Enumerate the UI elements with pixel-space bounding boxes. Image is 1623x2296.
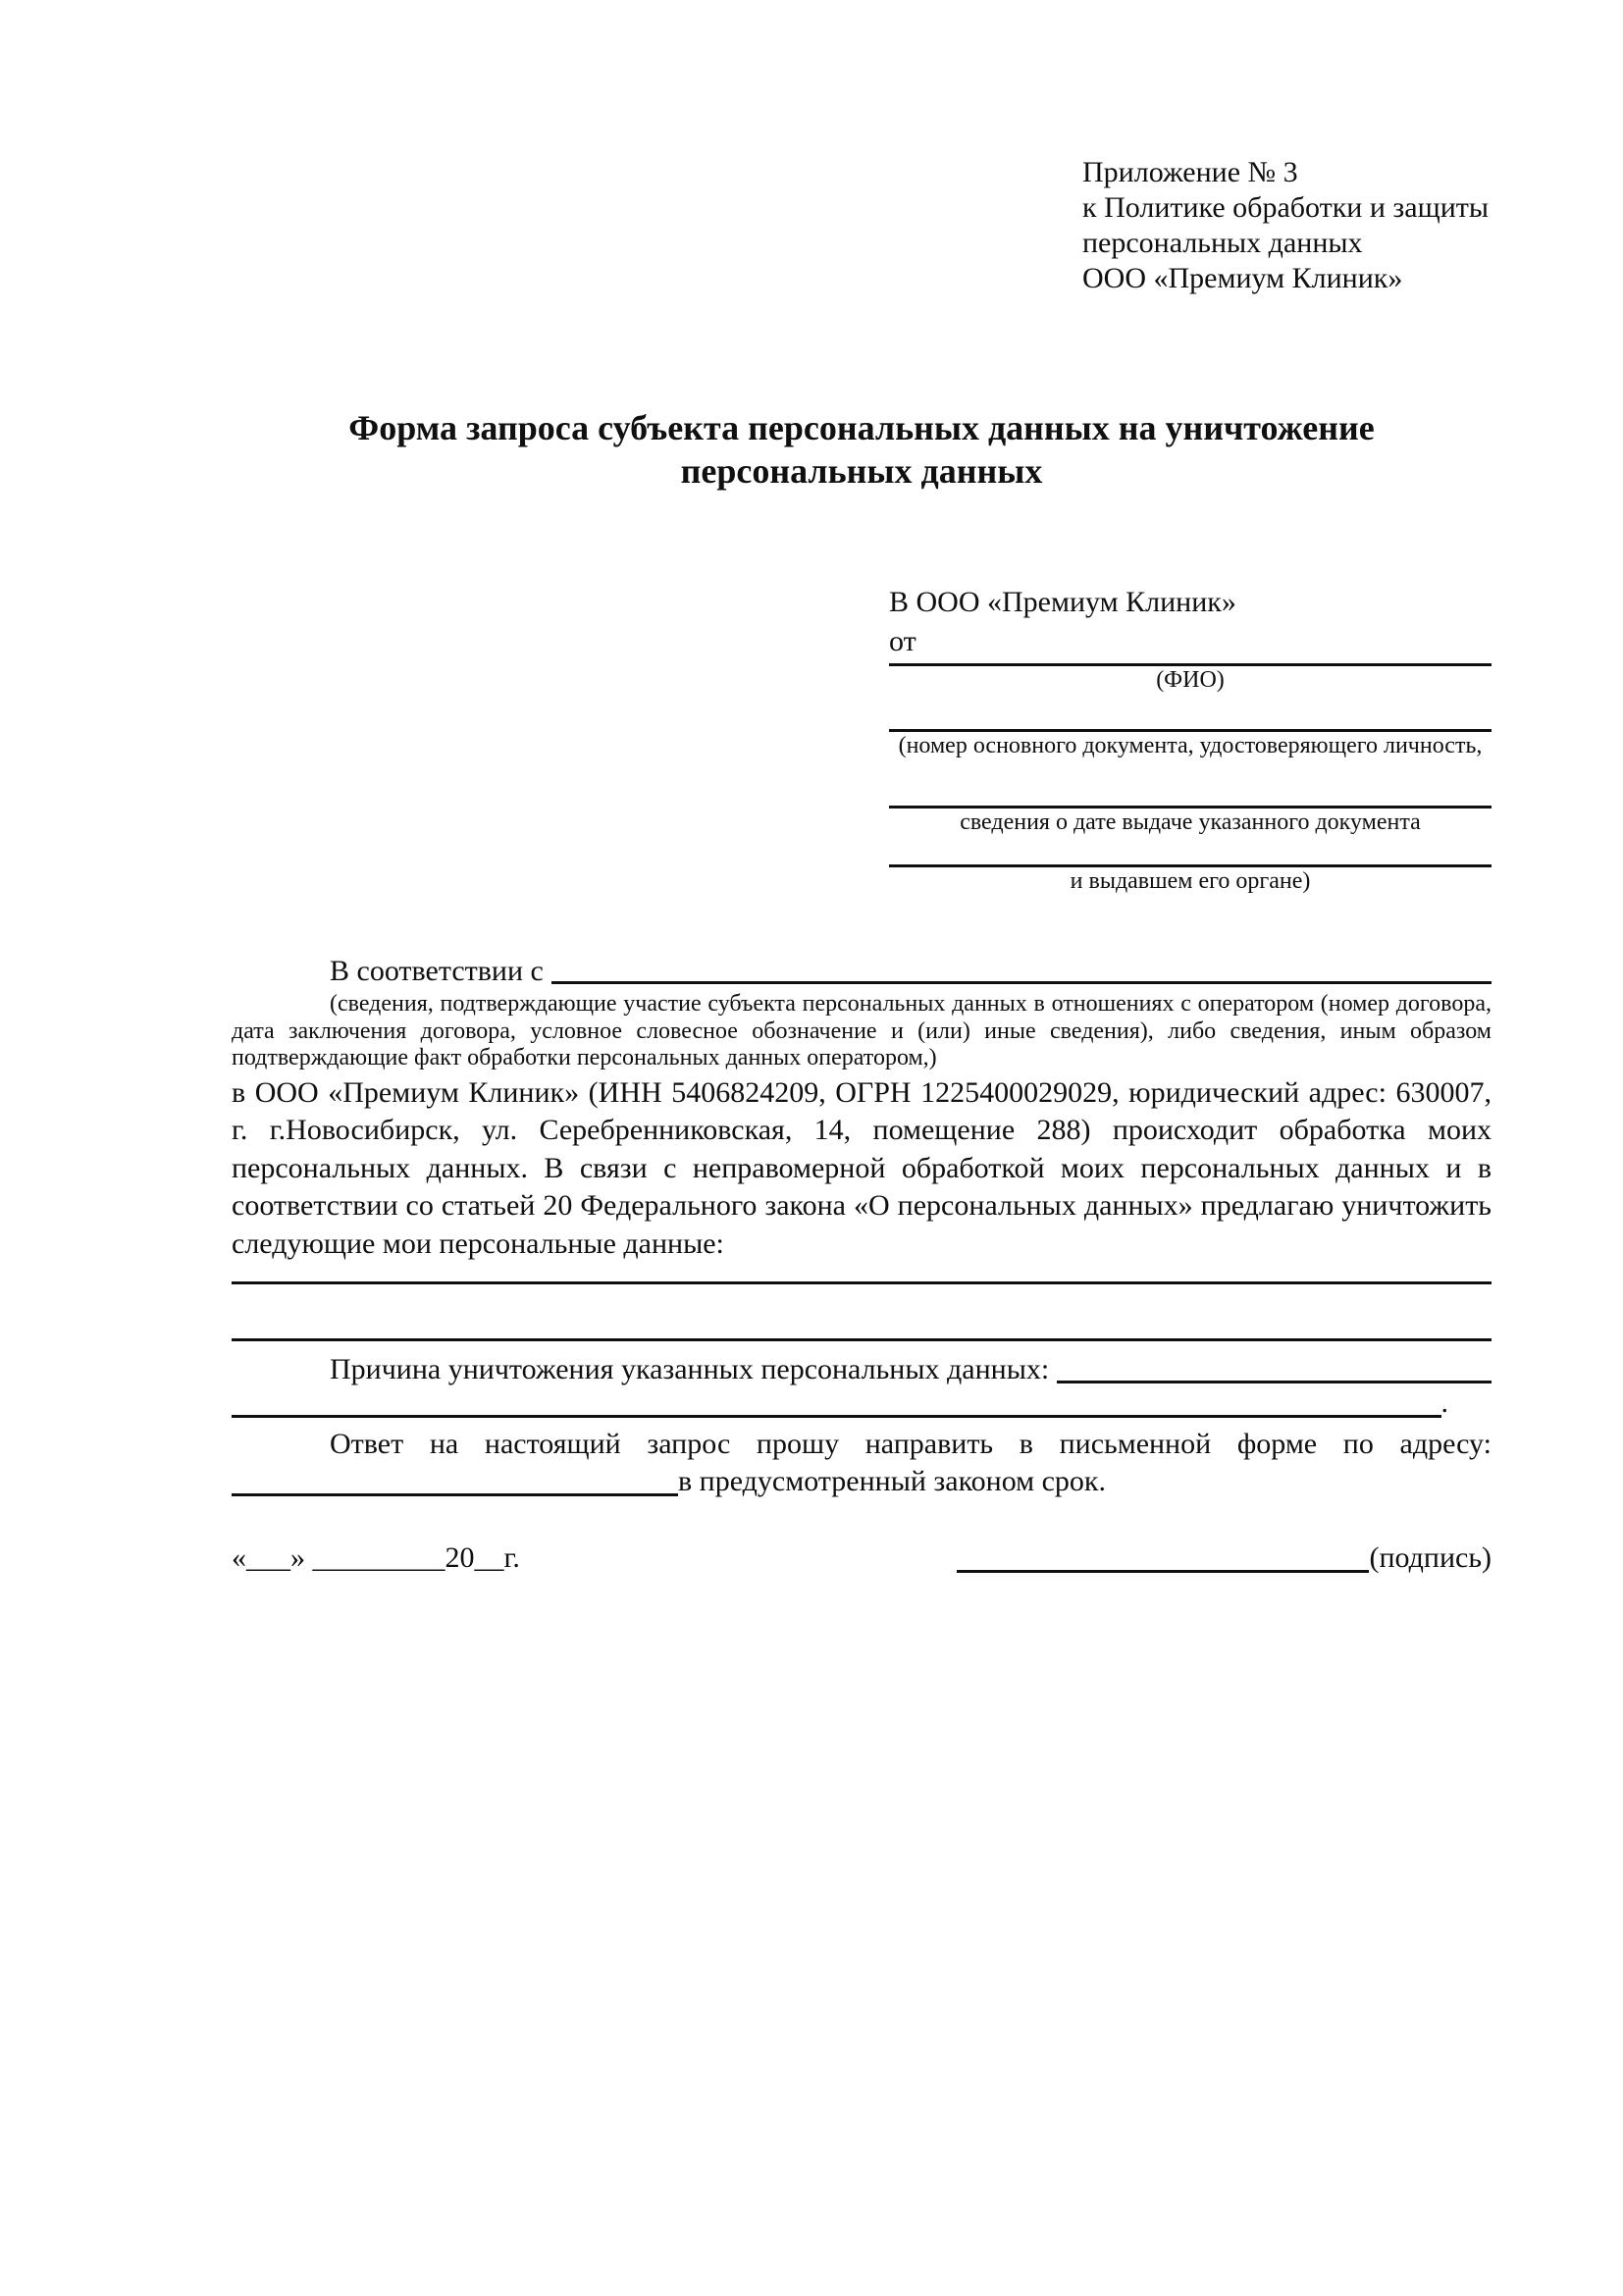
date-signature-row [232,1539,1492,1577]
blank-line-3-row [232,1388,1492,1418]
addressee-to: В ООО «Премиум Клиник» [889,586,1236,618]
according-row [232,954,1492,989]
blank-line-3 [232,1392,1441,1418]
appendix-header-line: к Политике обработки и защиты [1082,191,1490,224]
addressee-from: от [889,625,916,657]
form-title: Форма запроса субъекта персональных данных на уничтожение персональных данных [348,408,1375,491]
reason-row [232,1351,1492,1388]
date-line: «___» _________20__г. [232,1541,520,1574]
field-caption: сведения о дате выдаче указанного документа [960,809,1421,835]
answer-tail-row [232,1463,1492,1500]
appendix-header-line: ООО «Премиум Клиник» [1082,262,1403,294]
addressee-block [889,583,1492,895]
form-field-issue-date [889,806,1492,836]
form-field-fio [889,663,1492,694]
body-paragraph: в ООО «Премиум Клиник» (ИНН 5406824209, ОГРН 1225400029029, юридический адрес: 630007, г. г.Новосибирск, ул. Серебренниковская, 14, помещение 288) происходит обработка моих персональных данных. В связи с неправомерной обработкой моих персональных данных и в соответствии со статьей 20 Федерального закона «О персональных данных» предлагаю уничтожить следующие мои персональные данные: [232,1075,1492,1260]
blank-line-2 [232,1338,1492,1341]
reason-label: Причина уничтожения указанных персональных данных: [330,1353,1050,1385]
form-field-issuing-authority [889,864,1492,895]
appendix-header [1082,155,1492,296]
period: . [1440,1386,1448,1419]
signature-line [957,1570,1369,1573]
according-blank-line [551,981,1492,984]
according-note: (сведения, подтверждающие участие субъекта персональных данных в отношениях с оператором (номер договора, дата заключения договора, условное словесное обозначение и (или) иные сведения), либо сведения, иным образом подтверждающие факт обработки персональных данных оператором,) [232,991,1492,1070]
answer-paragraph: Ответ на настоящий запрос прошу направить в письменной форме по адресу: [330,1428,1492,1460]
reason-blank-line [1057,1381,1492,1383]
form-field-document-number [889,729,1492,759]
appendix-header-line: Приложение № 3 [1082,156,1298,188]
appendix-header-line: персональных данных [1082,227,1363,259]
signature-area [957,1539,1492,1577]
field-caption: и выдавшем его органе) [1070,868,1311,894]
according-lead: В соответствии с [330,955,544,987]
field-caption: (номер основного документа, удостоверяющего личность, [898,733,1483,758]
field-caption: (ФИО) [1156,667,1225,693]
answer-tail: в предусмотренный законом срок. [678,1465,1106,1497]
address-blank-line [232,1493,678,1496]
blank-line-1 [232,1281,1492,1284]
signature-caption: (подпись) [1369,1541,1492,1574]
